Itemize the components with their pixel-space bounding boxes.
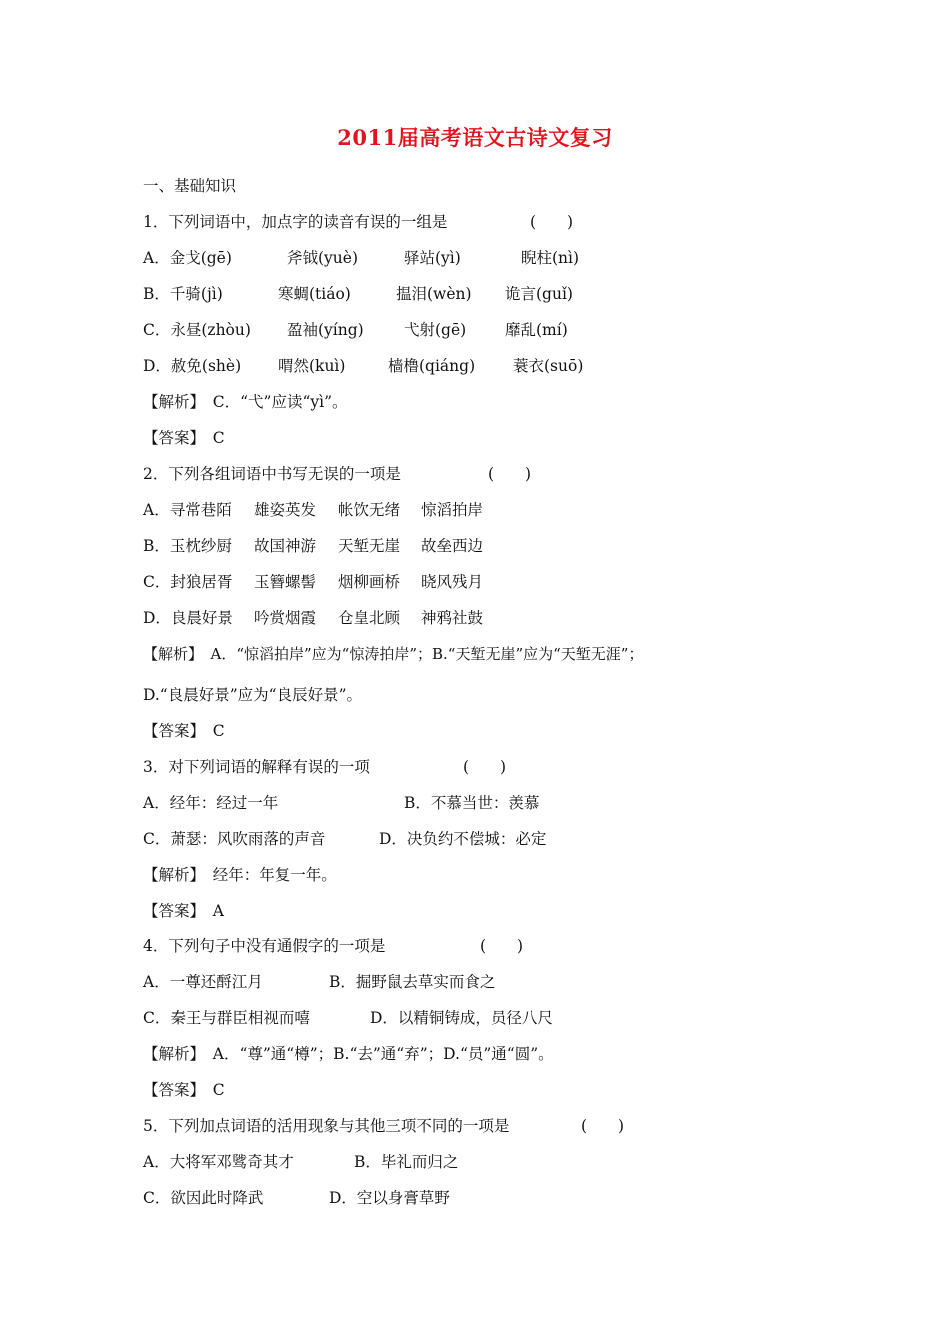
q3-stem: 3．对下列词语的解释有误的一项 [143, 758, 370, 776]
q1-stem: 1．下列词语中，加点字的读音有误的一组是 [143, 213, 448, 231]
q2-option-b-4: 故垒西边 [421, 537, 484, 555]
q4-option-b: B．掘野鼠去草实而食之 [329, 973, 496, 991]
q5-option-a: A．大将军邓骘奇其才 [143, 1153, 294, 1171]
q5-option-d: D．空以身膏草野 [329, 1189, 450, 1207]
q4-option-a: A．一尊还酹江月 [143, 973, 263, 991]
q2-option-d-2: 吟赏烟霞 [254, 609, 317, 627]
q2-analysis-continued: D.“良晨好景”应为“良辰好景”。 [143, 686, 362, 704]
q1-option-d-4: 蓑衣(suō) [513, 357, 584, 375]
q1-option-b-2: 寒蜩(tiáo) [278, 285, 351, 303]
q1-option-d-1: D．赦免(shè) [143, 357, 242, 375]
q2-option-c-2: 玉簪螺髻 [254, 573, 317, 591]
q3-answer-blank: ( ) [463, 758, 507, 776]
q1-option-a-2: 斧钺(yuè) [287, 249, 359, 267]
q2-option-a-3: 帐饮无绪 [338, 501, 401, 519]
q2-option-a-2: 雄姿英发 [254, 501, 317, 519]
q2-option-a-4: 惊滔拍岸 [421, 501, 484, 519]
q2-option-b-1: B．玉枕纱厨 [143, 537, 232, 555]
q1-option-b-1: B．千骑(jì) [143, 285, 223, 303]
q5-answer-blank: ( ) [581, 1117, 625, 1135]
q2-analysis: 【解析】 A．“惊滔拍岸”应为“惊涛拍岸”；B.“天堑无崖”应为“天堑无涯”； [143, 645, 644, 663]
q2-option-b-2: 故国神游 [254, 537, 317, 555]
q2-option-c-1: C．封狼居胥 [143, 573, 233, 591]
q1-analysis: 【解析】 C．“弋”应读“yì”。 [143, 393, 348, 411]
q5-option-b: B．毕礼而归之 [354, 1153, 459, 1171]
q1-option-d-3: 樯橹(qiáng) [388, 357, 476, 375]
q1-option-c-3: 弋射(gē) [404, 321, 467, 339]
q1-option-b-4: 诡言(guǐ) [505, 285, 573, 303]
q2-option-a-1: A．寻常巷陌 [143, 501, 232, 519]
q2-option-d-4: 神鸦社鼓 [421, 609, 484, 627]
q3-option-b: B．不慕当世：羡慕 [404, 794, 540, 812]
q1-answer-blank: ( ) [530, 213, 574, 231]
q2-option-c-4: 晓风残月 [421, 573, 484, 591]
section-heading: 一、基础知识 [143, 177, 237, 195]
q5-stem: 5．下列加点词语的活用现象与其他三项不同的一项是 [143, 1117, 510, 1135]
q2-option-b-3: 天堑无崖 [338, 537, 401, 555]
q4-option-d: D．以精铜铸成，员径八尺 [370, 1009, 553, 1027]
q1-option-c-2: 盈袖(yíng) [287, 321, 364, 339]
q3-option-c: C．萧瑟：风吹雨落的声音 [143, 830, 326, 848]
q2-stem: 2．下列各组词语中书写无误的一项是 [143, 465, 401, 483]
q4-answer: 【答案】 C [143, 1081, 225, 1099]
q1-answer: 【答案】 C [143, 429, 225, 447]
q3-option-a: A．经年：经过一年 [143, 794, 279, 812]
q3-option-d: D．决负约不偿城：必定 [379, 830, 547, 848]
q2-option-d-1: D．良晨好景 [143, 609, 233, 627]
q1-option-c-4: 靡乱(mí) [505, 321, 568, 339]
q5-option-c: C．欲因此时降武 [143, 1189, 264, 1207]
q2-option-d-3: 仓皇北顾 [338, 609, 401, 627]
q1-option-c-1: C．永昼(zhòu) [143, 321, 251, 339]
q4-option-c: C．秦王与群臣相视而嘻 [143, 1009, 310, 1027]
q4-answer-blank: ( ) [480, 937, 524, 955]
q4-stem: 4．下列句子中没有通假字的一项是 [143, 937, 386, 955]
q1-option-d-2: 喟然(kuì) [278, 357, 346, 375]
q4-analysis: 【解析】 A．“尊”通“樽”；B.“去”通“弃”；D.“员”通“圆”。 [143, 1045, 554, 1063]
q1-option-b-3: 揾泪(wèn) [396, 285, 472, 303]
q2-answer: 【答案】 C [143, 722, 225, 740]
q2-option-c-3: 烟柳画桥 [338, 573, 401, 591]
q3-answer: 【答案】 A [143, 902, 224, 920]
document-title: 2011届高考语文古诗文复习 [337, 125, 613, 150]
q3-analysis: 【解析】 经年：年复一年。 [143, 866, 337, 884]
q1-option-a-3: 驿站(yì) [404, 249, 461, 267]
q1-option-a-4: 睨柱(nì) [521, 249, 580, 267]
q2-answer-blank: ( ) [488, 465, 532, 483]
q1-option-a-1: A．金戈(gē) [143, 249, 232, 267]
